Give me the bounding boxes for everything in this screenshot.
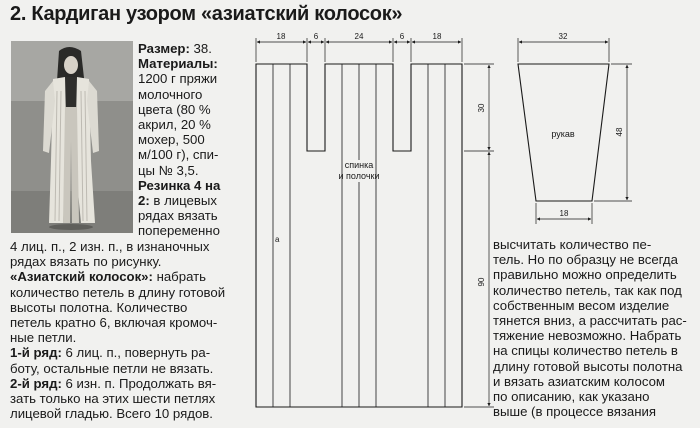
continuation-line: выше (в процессе вязания	[493, 404, 657, 420]
rib-label-end: 2:	[138, 193, 150, 209]
dim-top-3: 24	[354, 32, 364, 41]
dim-top-1: 18	[276, 32, 286, 41]
rib-line-rest: в лицевых	[149, 193, 217, 209]
panel-label-line-2: и полочки	[338, 171, 380, 181]
materials-line: м/100 г), спи-	[138, 147, 219, 163]
materials-label: Материалы:	[138, 56, 218, 72]
materials-line: акрил, 20 %	[138, 117, 211, 133]
dim-top-5: 18	[432, 32, 442, 41]
row1-line: боту, остальные петли не вязать.	[10, 360, 214, 376]
row2-line: зать только на этих шести петлях	[10, 391, 216, 407]
body-line: 4 лиц. п., 2 изн. п., в изнаночных	[10, 239, 210, 254]
pattern-label-rest: набрать	[152, 269, 207, 285]
rib-line: рядах вязать	[138, 208, 218, 224]
materials-line: цвета (80 %	[138, 101, 211, 117]
continuation-line: по описанию, как указано	[493, 389, 650, 405]
stitch-columns	[273, 64, 445, 407]
dim-right-lower: 90	[477, 277, 486, 287]
stray-mark: а	[275, 235, 280, 244]
size-label: Размер:	[138, 41, 190, 56]
continuation-line: и вязать азиатским колосом	[493, 373, 665, 389]
pattern-line: ные петли.	[10, 330, 77, 346]
top-dimension-line	[256, 38, 462, 62]
row1-rest: 6 лиц. п., повернуть ра-	[61, 345, 211, 361]
size-value: 38.	[189, 41, 212, 56]
dim-right-upper: 30	[477, 103, 486, 113]
row2-line: лицевой гладью. Всего 10 рядов.	[10, 406, 213, 422]
materials-line: молочного	[138, 86, 203, 102]
article-title: 2. Кардиган узором «азиатский колосок»	[10, 3, 403, 25]
sleeve-top-width: 32	[558, 32, 568, 41]
dim-top-2: 6	[313, 32, 319, 41]
body-line: рядах вязать по рисунку.	[10, 254, 162, 270]
row1-label: 1-й ряд:	[10, 345, 62, 361]
sleeve-height: 48	[615, 127, 624, 137]
continuation-line: высчитать количество пе-	[493, 237, 652, 252]
pattern-line: количество петель в длину готовой	[10, 284, 226, 300]
pattern-line: петель кратно 6, включая кромоч-	[10, 315, 218, 331]
continuation-line: правильно можно определить	[493, 267, 677, 283]
sleeve-bottom-width: 18	[559, 209, 569, 218]
materials-line: мохер, 500	[138, 132, 205, 148]
rib-line: попеременно	[138, 223, 220, 239]
row2-rest: 6 изн. п. Продолжать вя-	[61, 375, 217, 391]
sleeve-label: рукав	[551, 129, 575, 139]
continuation-line: на спицы количество петель в	[493, 343, 678, 359]
continuation-line: тель. Но по образцу не всегда	[493, 252, 678, 268]
continuation-line: тянется вниз, а рассчитать рас-	[493, 313, 687, 329]
row2-label: 2-й ряд:	[10, 375, 62, 391]
continuation-line: собственным весом изделие	[493, 297, 670, 313]
pattern-line: высоты полотна. Количество	[10, 299, 188, 315]
dim-top-4: 6	[399, 32, 405, 41]
continuation-line: длину готовой высоты полотна	[493, 358, 683, 374]
continuation-line: тяжение невозможно. Набрать	[493, 328, 682, 344]
pattern-label: «Азиатский колосок»:	[10, 269, 153, 285]
rib-label: Резинка 4 на	[138, 177, 221, 193]
materials-line: цы № 3,5.	[138, 162, 199, 178]
panel-label-line-1: спинка	[344, 160, 374, 170]
materials-line: 1200 г пряжи	[138, 71, 218, 87]
right-dimension-line	[464, 64, 494, 407]
continuation-line: количество петель, так как под	[493, 282, 682, 298]
